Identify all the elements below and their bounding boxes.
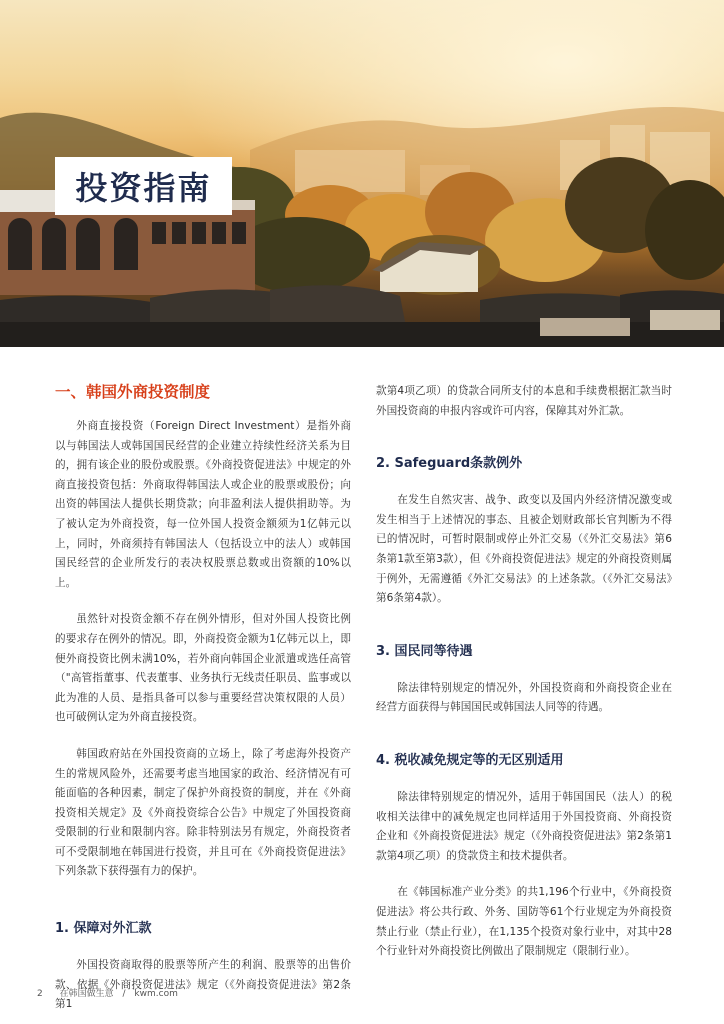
page-title-box [55, 157, 232, 215]
sub-heading-remittance-guarantee: 1. 保障对外汇款 [55, 921, 152, 937]
hero-photo [0, 0, 724, 347]
page-title: 投资指南 [75, 169, 212, 207]
paragraph-government-protection: 韩国政府站在外国投资商的立场上，除了考虑海外投资产生的常规风险外，还需要考虑当地国家的政治、经济情况有可能面临的各种因素，制定了保护外商投资的制度，并在《外商投资相关规定》及《外商投资综合公告》中规定了外国投资商受限制的行业和限制内容。除非特别法另有规定，外商投资者可不受限制地在韩国进行投资，并且可在《外商投资促进法》下列条款下获得强有力的保护。 [55, 747, 351, 878]
website-link[interactable]: kwm.com [134, 989, 178, 999]
paragraph-fdi-definition: 外商直接投资（Foreign Direct Investment）是指外商以与韩国法人或韩国国民经营的企业建立持续性经济关系为目的，拥有该企业的股份或股票。《外商投资促进法》中规定的外商直接投资包括：外商取得韩国法人或企业的股票或股份；向出资的韩国法人提供长期贷款；向非盈利法人提供捐助等。为了被认定为外商投资，每一位外国人投资金额须为1亿韩元以上，同时，外商须持有韩国法人（包括设立中的法人）或韩国国民经营的企业所发行的表决权股票总数或出资额的10%以上。 [55, 420, 351, 589]
section-heading-fdi-system: 一、韩国外商投资制度 [55, 383, 211, 401]
paragraph-tax-reduction: 除法律特别规定的情况外，适用于韩国国民（法人）的税收相关法律中的减免规定也同样适用于外国投资商、外商投资企业和《外商投资促进法》规定（《外商投资促进法》第2条第1款第4项乙项）的贷款贷主和技术提供者。 [376, 790, 672, 862]
paragraph-industry-classification: 在《韩国标准产业分类》的共1,196个行业中，《外商投资促进法》将公共行政、外务、国防等61个行业规定为外商投资禁止行业（禁止行业），在1,135个投资对象行业中，对其中28个行业针对外商投资比例做出了限制规定（限制行业）。 [376, 886, 672, 958]
paragraph-safeguard-exception: 在发生自然灾害、战争、政变以及国内外经济情况激变或发生相当于上述情况的事态、且被企划财政部长官判断为不得已的情况时，可暂时限制或停止外汇交易（《外汇交易法》第6条第1款至第3款），但《外商投资促进法》规定的外商投资则属于例外，无需遵循《外汇交易法》的上述条款。（《外汇交易法》第6条第4款）。 [376, 494, 672, 605]
right-column [376, 382, 672, 962]
page-number: 2 [37, 989, 43, 999]
footer-separator: / [122, 989, 126, 999]
left-column [55, 382, 351, 1015]
paragraph-remittance-guarantee: 外国投资商取得的股票等所产生的利润、股票等的出售价款、依据《外商投资促进法》规定（《外商投资促进法》第2条第1 [55, 959, 351, 1011]
sub-heading-safeguard-exception: 2. Safeguard条款例外 [376, 456, 523, 472]
page-footer [37, 986, 178, 999]
paragraph-remittance-continuation: 款第4项乙项）的贷款合同所支付的本息和手续费根据汇款当时外国投资商的申报内容或许可内容，保障其对外汇款。 [376, 385, 672, 417]
sub-heading-national-treatment: 3. 国民同等待遇 [376, 643, 473, 659]
paragraph-investment-ratio-exception: 虽然针对投资金额不存在例外情形，但对外国人投资比例的要求存在例外的情况。即，外商投资金额为1亿韩元以上，即便外商投资比例未满10%，若外商向韩国企业派遣或选任高管（"高管指董事、代表董事、业务执行无线责任职员、监事或以此为准的人员、是指具备可以参与重要经营决策权限的人员）也可破例认定为外商直接投资。 [55, 613, 351, 724]
sub-heading-tax-reduction: 4. 税收减免规定等的无区别适用 [376, 752, 564, 768]
publication-name: 在韩国做生意 [59, 989, 114, 999]
paragraph-national-treatment: 除法律特别规定的情况外，外国投资商和外商投资企业在经营方面获得与韩国国民或韩国法人同等的待遇。 [376, 681, 672, 714]
